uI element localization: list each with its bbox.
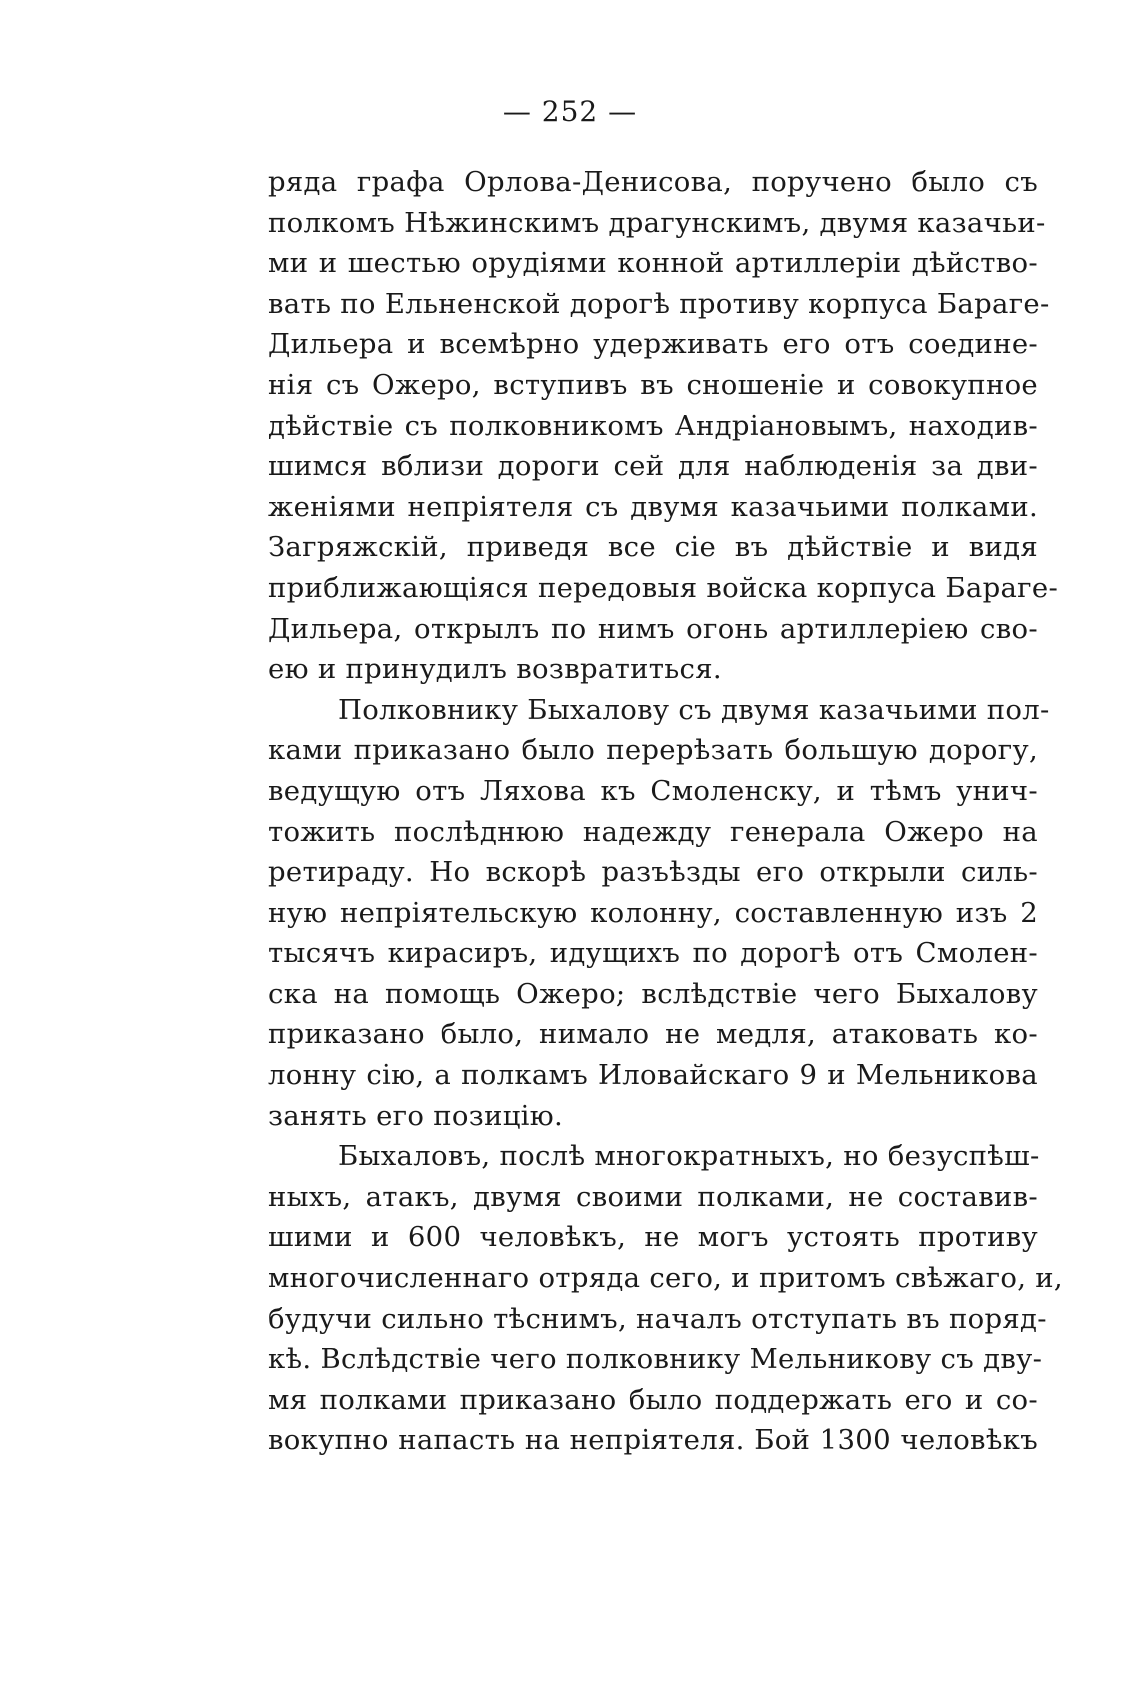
text-line: будучи сильно тѣснимъ, началъ отступать въ поряд- bbox=[268, 1302, 1047, 1335]
text-line: ми и шестью орудіями конной артиллеріи дѣйство- bbox=[268, 247, 1038, 280]
text-line: тожить послѣднюю надежду генерала Ожеро на bbox=[268, 815, 1038, 848]
text-line: Дильера, открылъ по нимъ огонь артиллеріею сво- bbox=[268, 612, 1038, 645]
text-line: ретираду. Но вскорѣ разъѣзды его открыли силь- bbox=[268, 856, 1038, 889]
text-line: шимся вблизи дороги сей для наблюденія за дви- bbox=[268, 450, 1038, 483]
text-line: лонну сію, а полкамъ Иловайскаго 9 и Мельникова bbox=[268, 1059, 1038, 1092]
text-line: тысячъ кирасиръ, идущихъ по дорогѣ отъ Смолен- bbox=[268, 937, 1038, 970]
text-line: Полковнику Быхалову съ двумя казачьими пол- bbox=[338, 693, 1050, 726]
text-line: вать по Ельненской дорогѣ противу корпуса Бараге- bbox=[268, 287, 1050, 320]
text-line: ска на помощь Ожеро; вслѣдствіе чего Быхалову bbox=[268, 977, 1038, 1010]
text-line: нія съ Ожеро, вступивъ въ сношеніе и совокупное bbox=[268, 368, 1038, 401]
text-line: полкомъ Нѣжинскимъ драгунскимъ, двумя казачьи- bbox=[268, 206, 1046, 239]
text-line: дѣйствіе съ полковникомъ Андріановымъ, находив- bbox=[268, 409, 1038, 442]
text-line: ею и принудилъ возвратиться. bbox=[268, 653, 722, 686]
text-line: ками приказано было перерѣзать большую дорогу, bbox=[268, 734, 1038, 767]
page-number: — 252 — bbox=[502, 95, 638, 128]
text-line: шими и 600 человѣкъ, не могъ устоять противу bbox=[268, 1221, 1038, 1254]
text-line: ныхъ, атакъ, двумя своими полками, не составив- bbox=[268, 1180, 1038, 1213]
text-line: занять его позицію. bbox=[268, 1099, 564, 1132]
text-line: Дильера и всемѣрно удерживать его отъ соедине- bbox=[268, 328, 1038, 361]
text-line: кѣ. Вслѣдствіе чего полковнику Мельникову съ дву- bbox=[268, 1343, 1043, 1376]
text-line: приказано было, нимало не медля, атаковать ко- bbox=[268, 1018, 1038, 1051]
text-line: вокупно напасть на непріятеля. Бой 1300 человѣкъ bbox=[268, 1424, 1038, 1457]
text-line: многочисленнаго отряда сего, и притомъ свѣжаго, и, bbox=[268, 1262, 1063, 1295]
text-line: Загряжскій, приведя все сіе въ дѣйствіе и видя bbox=[268, 531, 1038, 564]
text-line: приближающіяся передовыя войска корпуса Бараге- bbox=[268, 571, 1059, 604]
text-line: ряда графа Орлова-Денисова, поручено было съ bbox=[268, 166, 1038, 198]
text-line: ведущую отъ Ляхова къ Смоленску, и тѣмъ унич- bbox=[268, 774, 1038, 807]
text-line: Быхаловъ, послѣ многократныхъ, но безуспѣш- bbox=[338, 1140, 1040, 1173]
text-line: женіями непріятеля съ двумя казачьими полками. bbox=[268, 490, 1038, 523]
text-line: ную непріятельскую колонну, составленную изъ 2 bbox=[268, 896, 1038, 929]
body-text bbox=[268, 162, 1063, 1461]
text-line: мя полками приказано было поддержать его и со- bbox=[268, 1383, 1038, 1416]
